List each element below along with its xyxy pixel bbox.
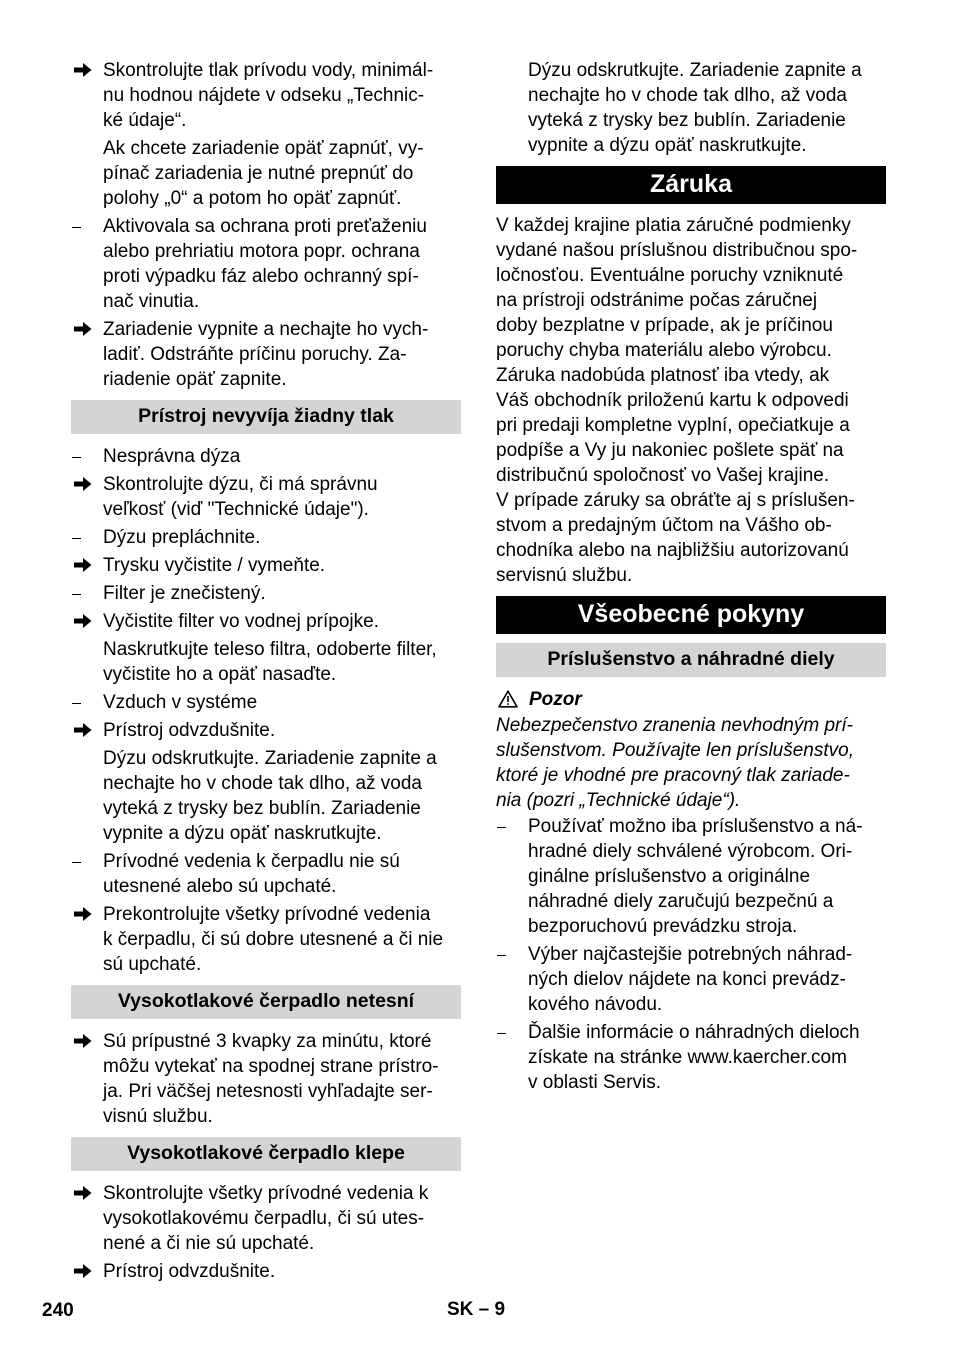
left-column xyxy=(71,58,461,1287)
text-line: ginálne príslušenstvo a originálne xyxy=(528,866,811,887)
continuation-text xyxy=(496,58,886,158)
arrow-bullet xyxy=(71,1029,99,1054)
text-line: bezporuchovú prevádzku stroja. xyxy=(528,916,798,937)
warning-label xyxy=(496,687,886,712)
section-heading-vseobecne-pokyny: Všeobecné pokyny xyxy=(496,596,886,634)
right-column xyxy=(496,58,886,1098)
arrow-icon xyxy=(74,906,92,922)
instruction-item xyxy=(71,553,461,578)
cause-item xyxy=(71,525,461,550)
text-line: Nesprávna dýza xyxy=(103,446,241,467)
continuation-text xyxy=(71,746,461,846)
text-line: V prípade záruky sa obráťte aj s príslušen- xyxy=(496,490,855,511)
section-heading-zaruka: Záruka xyxy=(496,166,886,204)
arrow-icon xyxy=(74,476,92,492)
text-line: nač vinutia. xyxy=(103,291,200,312)
text-line: Váš obchodník priloženú kartu k odpovedi xyxy=(496,390,849,411)
subheading-vysokotlakove-cerpadlo-netesni: Vysokotlakové čerpadlo netesní xyxy=(71,985,461,1019)
text-line: Ak chcete zariadenie opäť zapnúť, vy- xyxy=(103,138,424,159)
arrow-icon xyxy=(74,321,92,337)
text-line: Vzduch v systéme xyxy=(103,692,258,713)
arrow-icon xyxy=(74,62,92,78)
instruction-item xyxy=(71,902,461,977)
dash-bullet xyxy=(496,814,524,839)
text-line: Prístroj odvzdušnite. xyxy=(103,720,276,741)
text-line: veľkosť (viď "Technické údaje"). xyxy=(103,499,369,520)
instruction-item xyxy=(71,718,461,743)
text-line: pri predaji kompletne vyplní, opečiatkuje a xyxy=(496,415,850,436)
text-line: nené a či nie sú upchaté. xyxy=(103,1233,315,1254)
arrow-bullet xyxy=(71,1259,99,1284)
subheading-vysokotlakove-cerpadlo-klepe: Vysokotlakové čerpadlo klepe xyxy=(71,1137,461,1171)
text-line: Dýzu odskrutkujte. Zariadenie zapnite a xyxy=(103,748,437,769)
text-line: môžu vytekať na spodnej strane prístro- xyxy=(103,1056,439,1077)
text-line: nia (pozri „Technické údaje“). xyxy=(496,790,741,811)
arrow-bullet xyxy=(71,58,99,83)
subheading-prislusenstvo-a-nahradne-diely: Príslušenstvo a náhradné diely xyxy=(496,643,886,677)
text-line: Ďalšie informácie o náhradných dieloch xyxy=(528,1022,860,1043)
cause-item xyxy=(71,690,461,715)
text-line: nechajte ho v chode tak dlho, až voda xyxy=(528,85,848,106)
arrow-icon xyxy=(74,557,92,573)
text-line: Prívodné vedenia k čerpadlu nie sú xyxy=(103,851,400,872)
warning-text xyxy=(496,713,886,813)
instruction-item xyxy=(71,58,461,133)
arrow-icon xyxy=(74,613,92,629)
text-line: náhradné diely zaručujú bezpečnú a xyxy=(528,891,834,912)
text-line: Dýzu odskrutkujte. Zariadenie zapnite a xyxy=(528,60,862,81)
text-line: hradné diely schválené výrobcom. Ori- xyxy=(528,841,853,862)
arrow-bullet xyxy=(71,317,99,342)
text-line: vyčistite ho a opäť nasaďte. xyxy=(103,664,337,685)
dash-bullet xyxy=(71,525,99,550)
text-line: doby bezplatne v prípade, ak je príčinou xyxy=(496,315,833,336)
continuation-text xyxy=(71,637,461,687)
dash-bullet xyxy=(496,1020,524,1045)
text-line: nu hodnou nájdete v odseku „Technic- xyxy=(103,85,425,106)
cause-item xyxy=(496,814,886,939)
arrow-icon xyxy=(74,1185,92,1201)
text-line: vyteká z trysky bez bublín. Zariadenie xyxy=(528,110,846,131)
text-line: stvom a predajným účtom na Vášho ob- xyxy=(496,515,832,536)
text-line: sú upchaté. xyxy=(103,954,202,975)
text-line: utesnené alebo sú upchaté. xyxy=(103,876,337,897)
text-line: ktoré je vhodné pre pracovný tlak zariade- xyxy=(496,765,850,786)
text-line: podpíše a Vy ju nakoniec pošlete späť na xyxy=(496,440,844,461)
text-line: alebo prehriatiu motora popr. ochrana xyxy=(103,241,420,262)
text-line: riadenie opäť zapnite. xyxy=(103,369,287,390)
instruction-item xyxy=(71,1029,461,1129)
text-line: ké údaje“. xyxy=(103,110,187,131)
subheading-pristroj-nevyvija-ziadny-tlak: Prístroj nevyvíja žiadny tlak xyxy=(71,400,461,434)
text-line: Používať možno iba príslušenstvo a ná- xyxy=(528,816,863,837)
text-line: Trysku vyčistite / vymeňte. xyxy=(103,555,326,576)
dash-bullet xyxy=(71,214,99,239)
cause-item xyxy=(71,849,461,899)
text-line: Prekontrolujte všetky prívodné vedenia xyxy=(103,904,431,925)
text-line: Filter je znečistený. xyxy=(103,583,266,604)
text-line: vypnite a dýzu opäť naskrutkujte. xyxy=(103,823,382,844)
text-line: na prístroji odstránime počas záručnej xyxy=(496,290,818,311)
instruction-item xyxy=(71,317,461,392)
text-line: Sú prípustné 3 kvapky za minútu, ktoré xyxy=(103,1031,432,1052)
text-line: poruchy chyba materiálu alebo výrobcu. xyxy=(496,340,832,361)
warning-icon xyxy=(498,690,518,708)
text-line: chodníka alebo na najbližšiu autorizovanú xyxy=(496,540,849,561)
arrow-bullet xyxy=(71,472,99,497)
text-line: vysokotlakovému čerpadlu, či sú utes- xyxy=(103,1208,425,1229)
text-line: Nebezpečenstvo zranenia nevhodným prí- xyxy=(496,715,853,736)
arrow-bullet xyxy=(71,553,99,578)
cause-item xyxy=(496,1020,886,1095)
text-line: Dýzu prepláchnite. xyxy=(103,527,261,548)
text-line: v oblasti Servis. xyxy=(528,1072,662,1093)
text-line: slušenstvom. Používajte len príslušenstvo, xyxy=(496,740,855,761)
text-line: pínač zariadenia je nutné prepnúť do xyxy=(103,163,414,184)
dash-bullet xyxy=(71,581,99,606)
page-number: 240 xyxy=(42,1300,74,1321)
text-line: Zariadenie vypnite a nechajte ho vych- xyxy=(103,319,429,340)
text-line: k čerpadlu, či sú dobre utesnené a či nie xyxy=(103,929,444,950)
arrow-bullet xyxy=(71,902,99,927)
text-line: Aktivovala sa ochrana proti preťaženiu xyxy=(103,216,427,237)
cause-item xyxy=(71,214,461,314)
text-line: Naskrutkujte teleso filtra, odoberte filter, xyxy=(103,639,437,660)
arrow-bullet xyxy=(71,609,99,634)
instruction-item xyxy=(71,1259,461,1284)
dash-bullet xyxy=(71,690,99,715)
text-line: ja. Pri väčšej netesnosti vyhľadajte ser- xyxy=(103,1081,433,1102)
paragraph xyxy=(496,213,886,588)
arrow-icon xyxy=(74,1033,92,1049)
dash-bullet xyxy=(71,849,99,874)
arrow-icon xyxy=(74,722,92,738)
text-line: distribučnú spoločnosť vo Vašej krajine. xyxy=(496,465,830,486)
arrow-bullet xyxy=(71,1181,99,1206)
text-line: ladiť. Odstráňte príčinu poruchy. Za- xyxy=(103,344,407,365)
cause-item xyxy=(496,942,886,1017)
dash-bullet xyxy=(496,942,524,967)
text-line: vyteká z trysky bez bublín. Zariadenie xyxy=(103,798,421,819)
text-line: kového návodu. xyxy=(528,994,663,1015)
text-line: Skontrolujte všetky prívodné vedenia k xyxy=(103,1183,429,1204)
warning-title: Pozor xyxy=(529,689,582,710)
instruction-item xyxy=(71,1181,461,1256)
text-line: získate na stránke www.kaercher.com xyxy=(528,1047,847,1068)
text-line: nechajte ho v chode tak dlho, až voda xyxy=(103,773,423,794)
text-line: vypnite a dýzu opäť naskrutkujte. xyxy=(528,135,807,156)
text-line: Skontrolujte tlak prívodu vody, minimál- xyxy=(103,60,434,81)
text-line: V každej krajine platia záručné podmienky xyxy=(496,215,851,236)
arrow-icon xyxy=(74,1263,92,1279)
cause-item xyxy=(71,581,461,606)
text-line: ločnosťou. Eventuálne poruchy vzniknuté xyxy=(496,265,844,286)
text-line: proti výpadku fáz alebo ochranný spí- xyxy=(103,266,419,287)
text-line: Záruka nadobúda platnosť iba vtedy, ak xyxy=(496,365,830,386)
text-line: Vyčistite filter vo vodnej prípojke. xyxy=(103,611,379,632)
language-page-label: SK – 9 xyxy=(447,1299,506,1320)
text-line: Výber najčastejšie potrebných náhrad- xyxy=(528,944,853,965)
continuation-text xyxy=(71,136,461,211)
arrow-bullet xyxy=(71,718,99,743)
text-line: Prístroj odvzdušnite. xyxy=(103,1261,276,1282)
cause-item xyxy=(71,444,461,469)
instruction-item xyxy=(71,609,461,634)
dash-bullet xyxy=(71,444,99,469)
text-line: visnú službu. xyxy=(103,1106,213,1127)
text-line: servisnú službu. xyxy=(496,565,633,586)
instruction-item xyxy=(71,472,461,522)
text-line: polohy „0“ a potom ho opäť zapnúť. xyxy=(103,188,402,209)
text-line: ných dielov nájdete na konci prevádz- xyxy=(528,969,846,990)
text-line: Skontrolujte dýzu, či má správnu xyxy=(103,474,378,495)
text-line: vydané našou príslušnou distribučnou spo- xyxy=(496,240,858,261)
